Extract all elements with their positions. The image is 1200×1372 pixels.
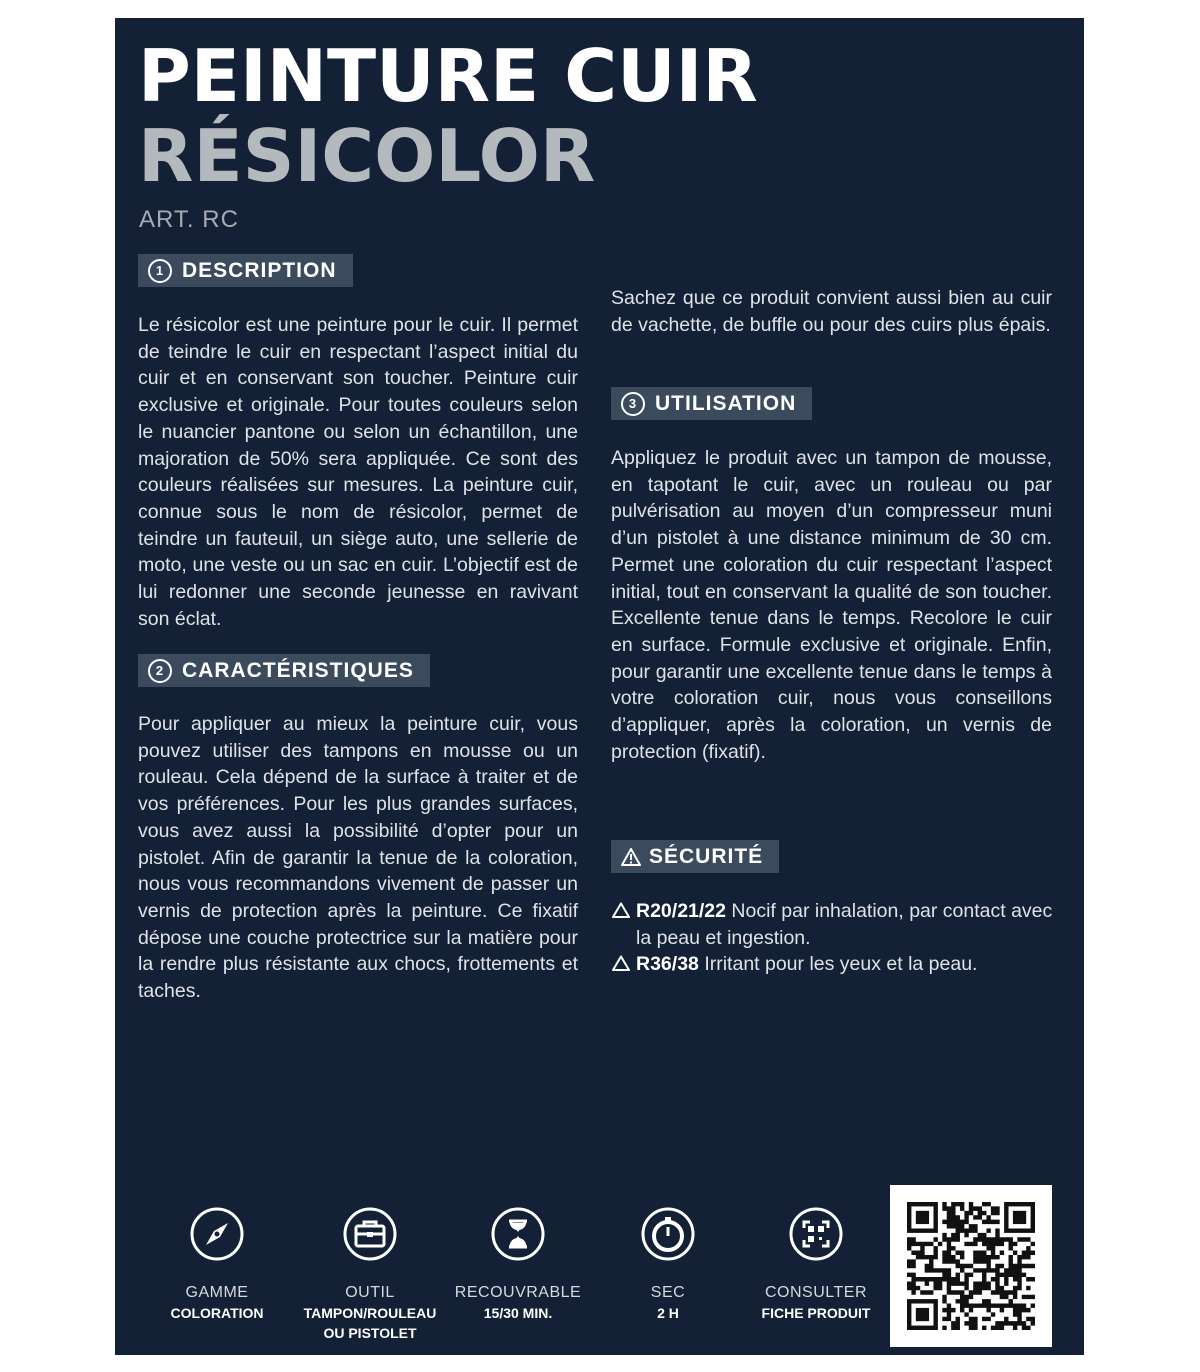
title-line-2: RÉSICOLOR: [138, 114, 596, 198]
section-label: CARACTÉRISTIQUES: [182, 659, 414, 682]
description-text: Le résicolor est une peinture pour le cuir. Il permet de teindre le cuir en respectant l’aspect initial du cuir et en conservant son toucher. Peinture cuir exclusive et originale. Pour toutes couleurs selon le nuancier pantone ou selon un échantillon, une majoration de 50% sera appliquée. Ce sont des couleurs réalisées sur mesures. La peinture cuir, connue sous le nom de résicolor, permet de teindre un fauteuil, un siège auto, une sellerie de moto, une veste ou un sac en cuir. L’objectif est de lui redonner une seconde jeunesse en ravivant son éclat.: [138, 314, 578, 630]
qr-scan-icon: [788, 1206, 844, 1262]
toolbox-icon: [342, 1206, 398, 1262]
stopwatch-icon: [640, 1206, 696, 1262]
risk-text: Irritant pour les yeux et la peau.: [704, 953, 978, 976]
hourglass-icon: [490, 1206, 546, 1262]
compass-icon: [189, 1206, 245, 1262]
section-label: UTILISATION: [655, 392, 797, 415]
qr-code-image: [890, 1185, 1052, 1347]
section-header-utilisation: [611, 387, 812, 420]
feature-value: 2 H: [657, 1305, 679, 1321]
title-line-1: PEINTURE CUIR: [138, 34, 758, 118]
feature-gamme: [152, 1206, 282, 1323]
feature-label: CONSULTER: [765, 1284, 867, 1301]
risk-code: R36/38: [636, 953, 699, 976]
section-header-description: [138, 254, 353, 287]
risk-item: [612, 951, 1057, 978]
section-header-securite: [611, 840, 779, 873]
feature-value: FICHE PRODUIT: [761, 1305, 871, 1321]
section-number: 1: [148, 259, 172, 283]
feature-value: COLORATION: [170, 1305, 264, 1321]
section-header-caracteristiques: [138, 654, 430, 687]
risk-item: [612, 898, 1057, 951]
caracteristiques-text: Pour appliquer au mieux la peinture cuir, vous pouvez utiliser des tampons en mousse ou un rouleau. Cela dépend de la surface à traiter et de vos préférences. Pour les plus grandes surfaces, vous avez aussi la possibilité d’opter pour un pistolet. Afin de garantir la tenue de la coloration, nous vous recommandons vivement de passer un vernis de protection après la peinture. Ce fixatif dépose une couche protectrice sur la matière pour la rendre plus résistante aux chocs, frottements et taches.: [138, 713, 578, 1003]
section-number: 2: [148, 659, 172, 683]
feature-value: 15/30 MIN.: [483, 1305, 553, 1321]
feature-label: RECOUVRABLE: [454, 1284, 582, 1301]
feature-sec: [618, 1206, 718, 1323]
section-label: SÉCURITÉ: [649, 845, 764, 868]
qr-code[interactable]: [890, 1185, 1052, 1347]
continuation-text: Sachez que ce produit convient aussi bien au cuir de vachette, de buffle ou pour des cuirs plus épais.: [611, 287, 1052, 336]
feature-value: TAMPON/ROULEAU OU PISTOLET: [303, 1305, 437, 1341]
risk-list: [612, 898, 1057, 978]
warning-triangle-icon: [612, 902, 630, 918]
section-label: DESCRIPTION: [182, 259, 337, 282]
feature-label: OUTIL: [345, 1284, 395, 1301]
article-reference: ART. RC: [139, 206, 239, 233]
utilisation-text: Appliquez le produit avec un tampon de mousse, en tapotant le cuir, avec un rouleau ou par pulvérisation au moyen d’un compresseur muni d’un pistolet à une distance minimum de 30 cm. Permet une coloration du cuir respectant l’aspect initial, tout en conservant la qualité de son toucher. Excellente tenue dans le temps. Recolore le cuir en surface. Formule exclusive et originale. Enfin, pour garantir une excellente tenue dans le temps à votre coloration cuir, nous vous conseillons d’appliquer, après la coloration, un vernis de protection (fixatif).: [611, 447, 1052, 763]
feature-label: SEC: [650, 1284, 686, 1301]
risk-code: R20/21/22: [636, 900, 726, 922]
section-number: 3: [621, 392, 645, 416]
feature-recouvrable: [448, 1206, 588, 1323]
warning-icon: [621, 848, 641, 866]
feature-consulter[interactable]: [756, 1206, 876, 1323]
warning-triangle-icon: [612, 955, 630, 971]
feature-outil: [295, 1206, 445, 1343]
feature-label: GAMME: [185, 1284, 249, 1301]
risk-text: Nocif par inhalation, par contact avec la peau et ingestion.: [636, 900, 1053, 949]
